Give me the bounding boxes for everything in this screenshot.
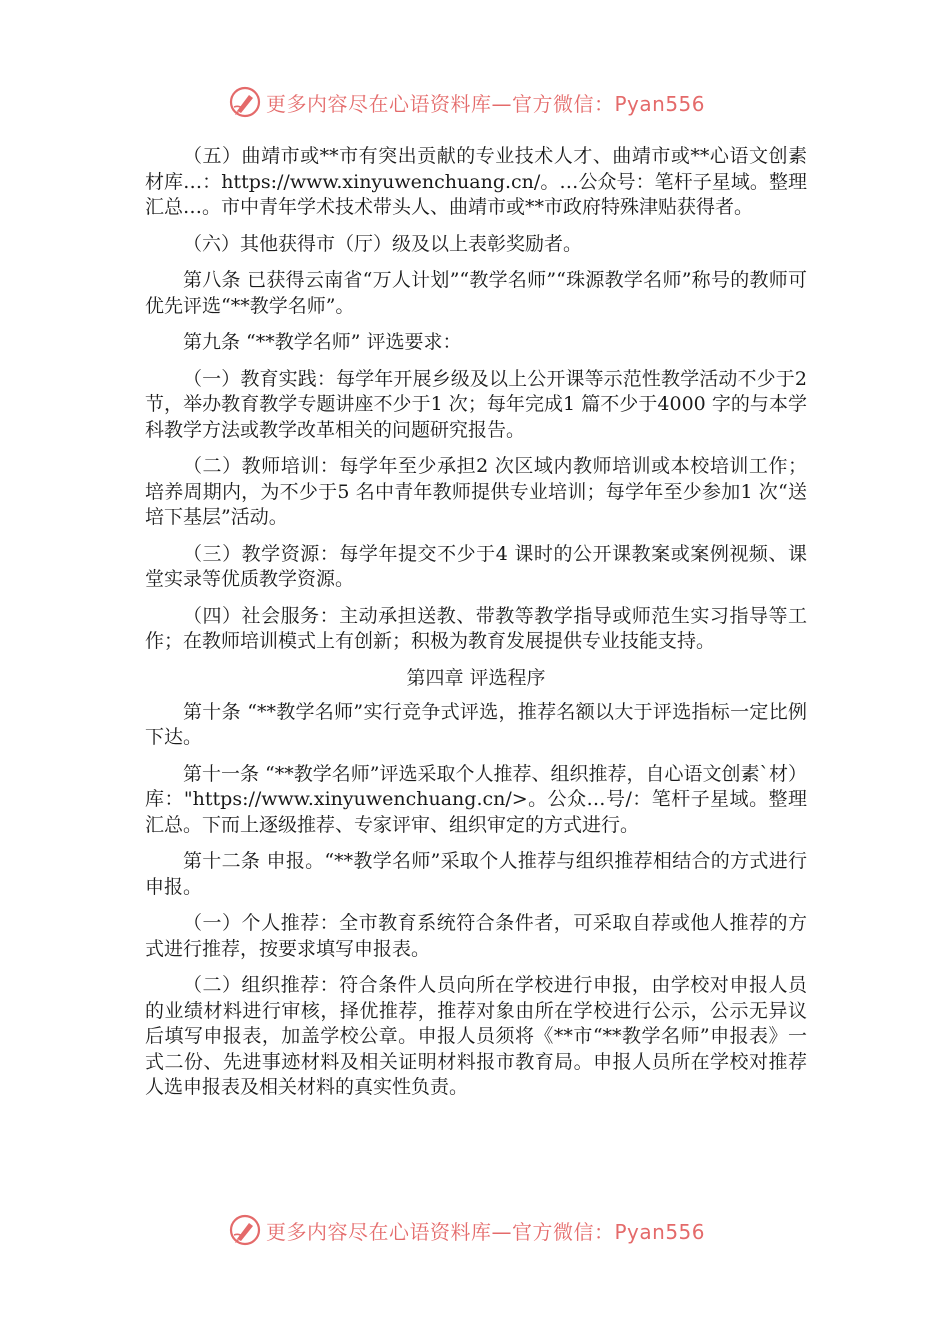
paragraph: （三）教学资源：每学年提交不少于4 课时的公开课教案或案例视频、课堂实录等优质教学资源。 [145,542,807,590]
pen-nib-icon [228,85,262,119]
paragraph: 第十一条 “**教学名师”评选采取个人推荐、组织推荐，自心语文创素`材）库："https://www.xinyuwenchuang.cn/>。公众…号/：笔杆子星域。整理汇总。下而上逐级推荐、专家评审、组织审定的方式进行。 [145,762,807,836]
paragraph: 第九条 “**教学名师” 评选要求： [183,331,462,353]
paragraph: （二）教师培训：每学年至少承担2 次区域内教师培训或本校培训工作；培养周期内，为不少于5 名中青年教师提供专业培训；每学年至少参加1 次“送培下基层”活动。 [145,455,807,528]
footer-watermark-banner [228,1210,728,1250]
paragraph: 第十二条 申报。“**教学名师”采取个人推荐与组织推荐相结合的方式进行申报。 [145,850,807,898]
chapter-heading: 第四章 评选程序 [406,666,546,689]
document-body [145,144,807,1112]
header-watermark-banner [228,82,728,122]
paragraph: （四）社会服务：主动承担送教、带教等教学指导或师范生实习指导等工作；在教师培训模式上有创新；积极为教育发展提供专业技能支持。 [145,604,807,652]
banner-text: 更多内容尽在心语资料库—官方微信：Pyan556 [266,91,706,116]
paragraph: （五）曲靖市或**市有突出贡献的专业技术人才、曲靖市或**心语文创素材库…：https://www.xinyuwenchuang.cn/。…公众号：笔杆子星域。整理汇总…。市中青年学术技术带头人、曲靖市或**市政府特殊津贴获得者。 [145,145,807,218]
banner-text: 更多内容尽在心语资料库—官方微信：Pyan556 [266,1219,706,1244]
paragraph: 第八条 已获得云南省“万人计划”“教学名师”“珠源教学名师”称号的教师可优先评选“**教学名师”。 [145,269,807,317]
paragraph: （二）组织推荐：符合条件人员向所在学校进行申报，由学校对申报人员的业绩材料进行审核，择优推荐，推荐对象由所在学校进行公示，公示无异议后填写申报表，加盖学校公章。申报人员须将《**市“**教学名师”申报表》一式二份、先进事迹材料及相关证明材料报市教育局。申报人员所在学校对推荐人选申报表及相关材料的真实性负责。 [145,974,807,1098]
paragraph: （六）其他获得市（厅）级及以上表彰奖励者。 [183,232,583,255]
paragraph: （一）教育实践：每学年开展乡级及以上公开课等示范性教学活动不少于2 节，举办教育教学专题讲座不少于1 次；每年完成1 篇不少于4000 字的与本学科教学方法或教学改革相关的问题研究报告。 [145,367,807,441]
paragraph: 第十条 “**教学名师”实行竞争式评选，推荐名额以大于评选指标一定比例下达。 [145,700,807,748]
pen-nib-icon [228,1213,262,1247]
paragraph: （一）个人推荐：全市教育系统符合条件者，可采取自荐或他人推荐的方式进行推荐，按要求填写申报表。 [145,912,807,960]
